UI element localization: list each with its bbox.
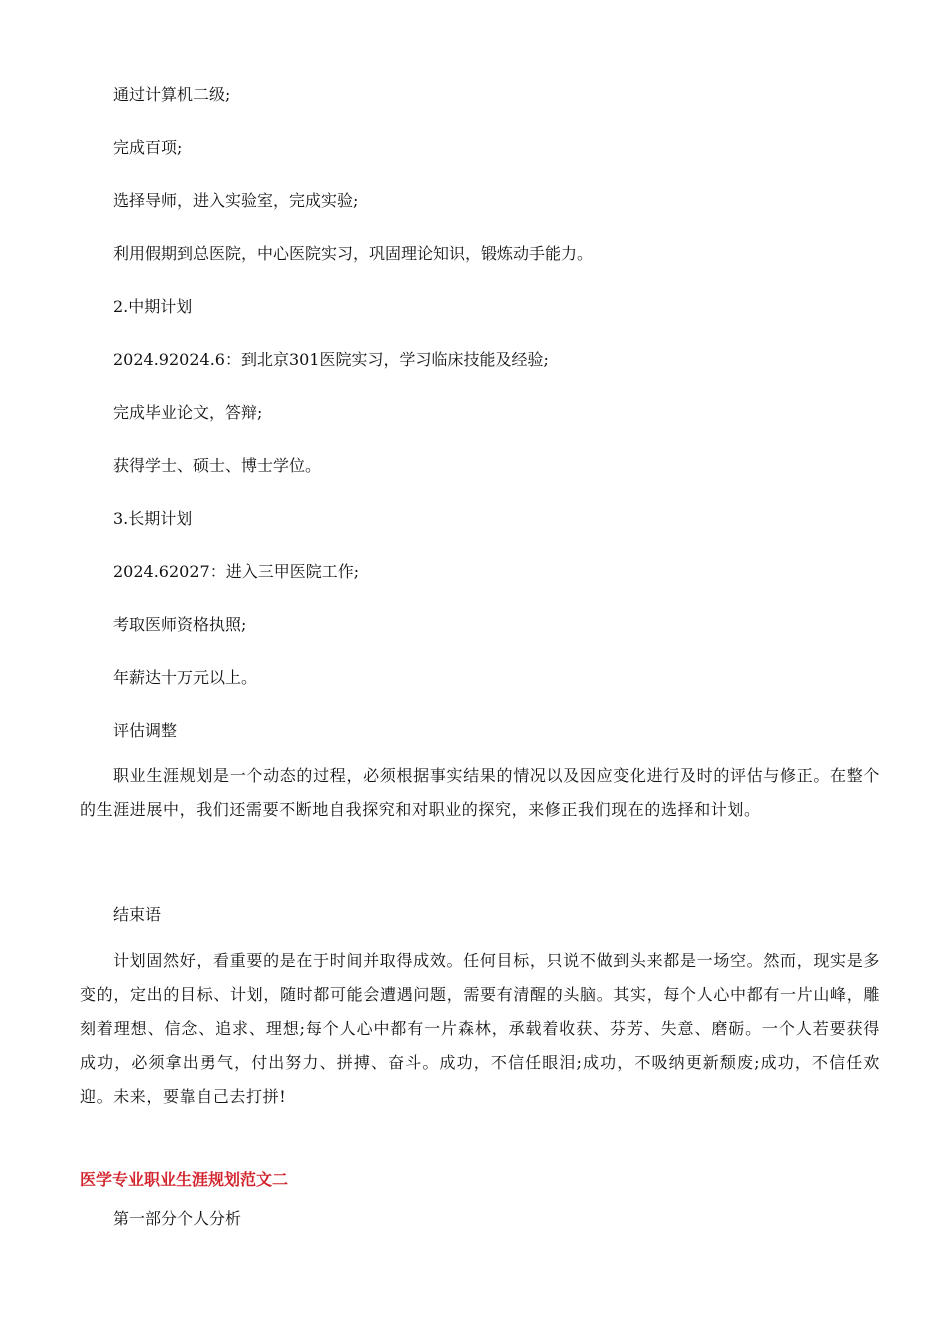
section-heading-assessment: 评估调整 [113,721,178,740]
section-heading-mid-term: 2.中期计划 [113,297,193,316]
plan-item-mentor-lab: 选择导师，进入实验室，完成实验; [113,191,359,210]
plan-item-salary: 年薪达十万元以上。 [113,668,258,687]
plan-item-hundred-projects: 完成百项; [113,138,183,157]
plan-item-degrees: 获得学士、硕士、博士学位。 [113,456,322,475]
section-subtitle-personal-analysis: 第一部分个人分析 [113,1209,242,1228]
plan-item-thesis: 完成毕业论文，答辩; [113,403,263,422]
section-title-example-two: 医学专业职业生涯规划范文二 [80,1170,289,1189]
plan-item-license: 考取医师资格执照; [113,615,247,634]
section-heading-long-term: 3.长期计划 [113,509,193,528]
paragraph-conclusion: 计划固然好，看重要的是在于时间并取得成效。任何目标，只说不做到头来都是一场空。然而，现实是多变的，定出的目标、计划，随时都可能会遭遇问题，需要有清醒的头脑。其实，每个人心中都有一片山峰，雕刻着理想、信念、追求、理想;每个人心中都有一片森林，承载着收获、芬芳、失意、磨砺。一个人若要获得成功，必须拿出勇气，付出努力、拼搏、奋斗。成功，不信任眼泪;成功，不吸纳更新颓废;成功，不信任欢迎。未来，要靠自己去打拼! [80,951,880,1106]
paragraph-assessment: 职业生涯规划是一个动态的过程，必须根据事实结果的情况以及因应变化进行及时的评估与修正。在整个的生涯进展中，我们还需要不断地自我探究和对职业的探究，来修正我们现在的选择和计划。 [80,766,880,819]
plan-item-beijing-internship: 2024.92024.6：到北京301医院实习，学习临床技能及经验; [113,350,549,369]
plan-item-computer-exam: 通过计算机二级; [113,85,231,104]
plan-item-holiday-internship: 利用假期到总医院，中心医院实习，巩固理论知识，锻炼动手能力。 [113,244,594,263]
plan-item-hospital-work: 2024.62027：进入三甲医院工作; [113,562,360,581]
section-heading-conclusion: 结束语 [113,905,162,924]
